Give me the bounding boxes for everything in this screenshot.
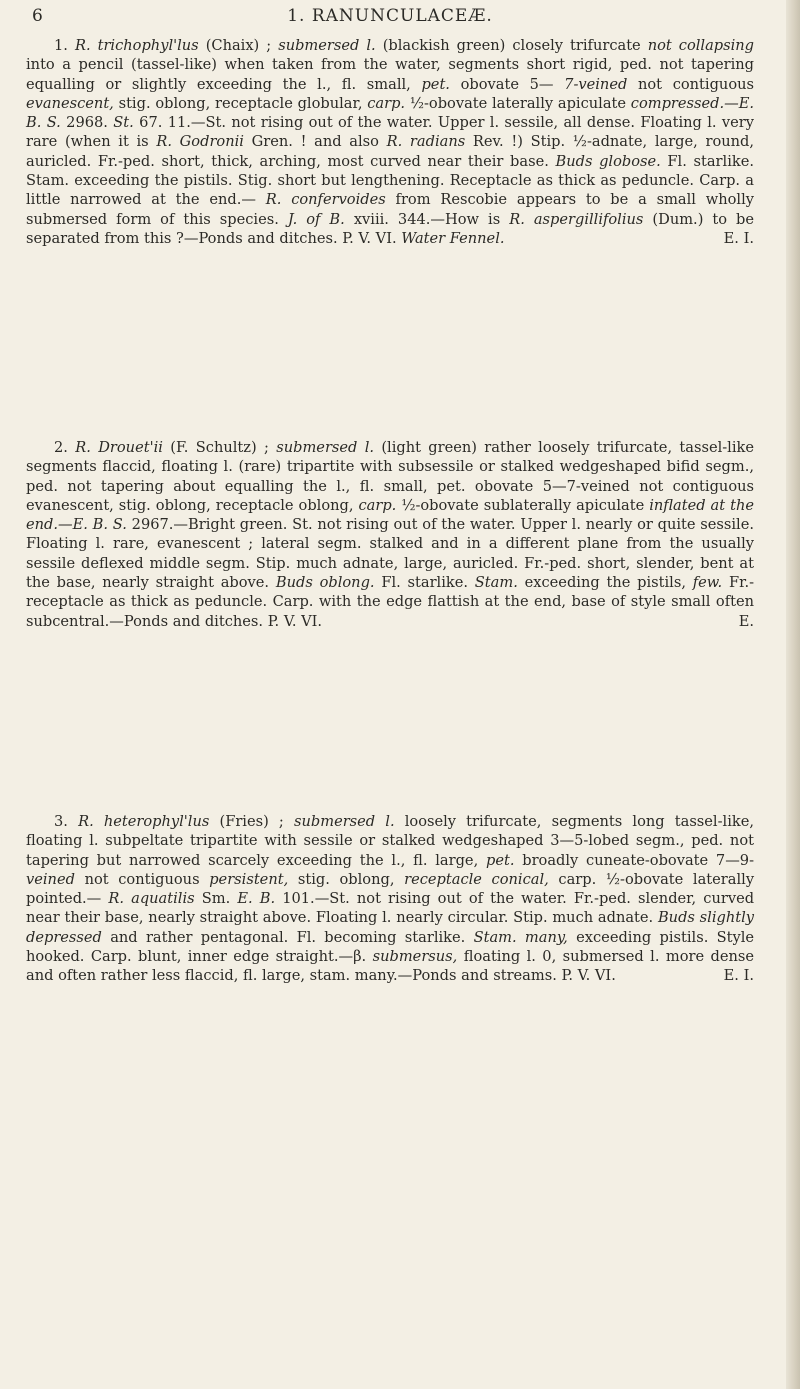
- text-run: (blackish green) closely trifurcate: [382, 37, 641, 54]
- page-header: [26, 6, 754, 32]
- species-name: R. Drouet'ii: [75, 439, 163, 456]
- page-number: 6: [32, 6, 43, 26]
- text-run: from Rescobie appears to be a small wholly submersed form of this species.: [26, 191, 755, 228]
- text-run: not contiguous: [637, 75, 754, 93]
- text-run: compressed.—E. B. S.: [26, 94, 755, 132]
- text-run: pet.: [485, 851, 515, 869]
- distribution-code: E.: [738, 612, 754, 630]
- text-run: R. confervoides: [265, 191, 386, 209]
- text-run: 2967.—Bright green. St. not rising out of the water. Upper l. nearly or quite sessile. Floating l. rare, evanescent ; lateral segm. stalked and in a different plane from the usually sessile deflexed middle segm. Stip. much adnate, large, auricled. Fr.-ped. short, slender, bent at the base, nearly straight above.: [26, 516, 754, 592]
- text-run: Stam.: [474, 574, 518, 592]
- distribution-code: E. I.: [723, 229, 754, 247]
- text-run: exceeding the pistils,: [524, 574, 686, 592]
- text-run: not collapsing: [647, 37, 755, 54]
- text-run: 67. 11.—St. not rising out of the water. Upper l. sessile, all dense. Floating l. very rare (when it is: [26, 114, 754, 151]
- text-run: floating l. 0, submersed l. more dense and often rather less flaccid, fl. large, stam. many.—Ponds and streams. P. V. VI.: [26, 948, 755, 985]
- entry-number: 2.: [54, 439, 68, 456]
- running-head: 1. RANUNCULACEÆ.: [287, 6, 493, 26]
- text-run: Fl. starlike.: [381, 574, 469, 592]
- text-run: Fl. starlike. Stam. exceeding the pistils. Stig. short but lengthening. Receptacle as thick as peduncle. Carp. a little narrowed at the end.—: [26, 152, 754, 209]
- text-run: Stam. many,: [473, 928, 568, 946]
- text-run: receptacle conical,: [404, 870, 549, 888]
- text-run: stig. oblong,: [297, 870, 395, 888]
- text-run: Buds slightly depressed: [26, 909, 754, 946]
- species-author: (Fries) ;: [219, 813, 284, 830]
- text-run: ½-obovate sublaterally apiculate: [401, 496, 645, 514]
- text-run: exceeding pistils. Style hooked. Carp. blunt, inner edge straight.—β.: [26, 928, 755, 966]
- text-run: broadly cuneate-obovate 7—9-: [522, 851, 755, 869]
- species-author: (Chaix) ;: [205, 37, 272, 54]
- book-page: [26, 0, 754, 1389]
- entry-number: 3.: [54, 813, 68, 830]
- species-entry-2: [26, 438, 754, 631]
- text-run: 7-veined: [564, 75, 628, 93]
- species-entry-3: [26, 812, 754, 986]
- text-run: carp.: [367, 94, 406, 112]
- text-run: ½-obovate laterally apiculate: [409, 94, 627, 112]
- text-run: submersed l.: [278, 37, 376, 54]
- text-run: (Dum.) to be separated from this ?—Ponds and ditches. P. V. VI.: [26, 210, 755, 247]
- text-run: submersus,: [372, 948, 458, 966]
- text-run: veined: [26, 870, 75, 888]
- species-name: R. heterophyl'lus: [78, 813, 210, 830]
- text-run: pet.: [421, 75, 450, 93]
- text-run: Buds oblong.: [275, 574, 375, 592]
- text-run: R. radians: [386, 133, 466, 151]
- text-run: (light green) rather loosely trifurcate, tassel-like segments flaccid, floating l. (rare) tripartite with subsessile or stalked wedgeshaped bifid segm., ped. not tapering about equalling the l., fl. small, pet. obovate 5—7-veined not contiguous evanescent, stig. oblong, receptacle oblong,: [26, 439, 754, 514]
- text-run: stig. oblong, receptacle globular,: [118, 94, 363, 112]
- text-run: and rather pentagonal. Fl. becoming starlike.: [110, 928, 466, 946]
- text-run: submersed l.: [294, 813, 395, 830]
- text-run: Rev. !) Stip. ½-adnate, large, round, auricled. Fr.-ped. short, thick, arching, most curved near their base.: [26, 133, 755, 170]
- entry-number: 1.: [54, 37, 68, 54]
- text-run: Gren. ! and also: [251, 133, 379, 151]
- text-run: Sm.: [201, 890, 231, 908]
- text-run: obovate 5—: [460, 75, 554, 93]
- species-name: R. trichophyl'lus: [74, 37, 199, 54]
- distribution-code: E. I.: [723, 967, 754, 985]
- text-run: inflated at the end.—E. B. S.: [26, 496, 754, 534]
- text-run: not contiguous: [84, 870, 200, 888]
- text-run: carp. ½-obovate laterally pointed.—: [26, 870, 755, 908]
- text-run: loosely trifurcate, segments long tassel-like, floating l. subpeltate tripartite with sessile or stalked wedgeshaped 3—5-lobed segm., ped. not tapering but narrowed scarcely exceeding the l., fl. large,: [26, 813, 754, 869]
- text-run: evanescent,: [26, 94, 114, 112]
- text-run: into a pencil (tassel-like) when taken from the water, segments short rigid, ped. not tapering equalling or slightly exceeding the l., fl. small,: [26, 56, 754, 93]
- text-run: R. aquatilis: [108, 890, 195, 908]
- page-binding-edge: [786, 0, 800, 1389]
- species-author: (F. Schultz) ;: [170, 439, 269, 456]
- text-run: St.: [113, 114, 134, 132]
- text-run: xviii. 344.—How is: [353, 210, 501, 228]
- text-run: R. Godronii: [156, 133, 244, 151]
- text-run: carp.: [358, 496, 397, 514]
- text-run: few.: [692, 574, 723, 592]
- text-run: J. of B.: [287, 210, 345, 228]
- text-run: submersed l.: [276, 439, 375, 456]
- text-run: persistent,: [209, 870, 289, 888]
- text-run: Buds globose.: [555, 152, 661, 170]
- text-run: Fr.-receptacle as thick as peduncle. Carp. with the edge flattish at the end, base of style small often subcentral.—Ponds and ditches. P. V. VI.: [26, 574, 755, 630]
- text-run: Water Fennel.: [401, 229, 505, 247]
- species-entry-1: [26, 36, 754, 248]
- text-run: E. B.: [237, 890, 276, 908]
- text-run: R. aspergillifolius: [509, 210, 644, 228]
- text-run: 101.—St. not rising out of the water. Fr.-ped. slender, curved near their base, nearly straight above. Floating l. nearly circular. Stip. much adnate.: [26, 890, 755, 927]
- text-run: 2968.: [66, 114, 108, 132]
